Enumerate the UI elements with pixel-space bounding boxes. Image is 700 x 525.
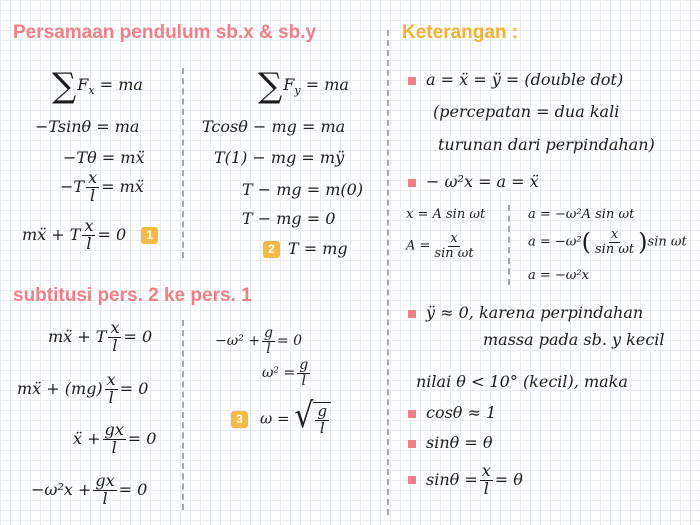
divider-main [387, 30, 389, 515]
note-3: ÿ ≈ 0, karena perpindahan [408, 303, 643, 322]
bullet-icon [408, 77, 416, 85]
note-5: cosθ ≈ 1 [408, 403, 496, 422]
note-sub-r2: a = −ω²( $\frac{x}{\text{sin ωt}}$ )sin ωt [528, 227, 687, 257]
note-6: sinθ = θ [408, 433, 492, 452]
subtitution-title: subtitusi pers. 2 ke pers. 1 [13, 285, 252, 306]
note-sub-l2: A = $\frac{x}{\text{sin ωt}}$ [406, 231, 474, 261]
y-eq-4: T − mg = m(0) [242, 180, 364, 199]
bullet-icon [408, 410, 416, 418]
sub-right-1: −ω² + $\frac{g}{l}$ = 0 [215, 325, 303, 357]
y-eq-1: $\sum F_y$ = ma [258, 66, 349, 106]
badge-2: 2 [263, 241, 280, 258]
sub-eq-1: mẍ + T $\frac{x}{l}$ = 0 [48, 318, 153, 355]
note-1: a = ẍ = ÿ = (double dot) [408, 70, 623, 89]
sub-right-2: ω² = $\frac{g}{l}$ [262, 357, 309, 389]
sub-right-3: 3 ω = √ $\frac{g}{l}$ [231, 402, 331, 437]
x-eq-1: $\sum F_x$ = ma [52, 66, 143, 106]
note-1c: turunan dari perpindahan) [438, 135, 655, 154]
note-1b: (percepatan = dua kali [433, 102, 620, 121]
note-4: nilai θ < 10° (kecil), maka [416, 372, 628, 391]
note-sub-r1: a = −ω²A sin ωt [528, 207, 635, 222]
divider-top [182, 68, 184, 258]
sub-eq-3: ẍ + $\frac{gx}{l}$ = 0 [73, 420, 157, 457]
note-sub-r3: a = −ω²x [528, 268, 589, 283]
keterangan-title: Keterangan : [402, 22, 519, 43]
badge-1: 1 [141, 227, 158, 244]
bullet-icon [408, 476, 416, 484]
y-eq-2: Tcosθ − mg = ma [202, 117, 346, 136]
badge-3: 3 [231, 411, 248, 428]
bullet-icon [408, 179, 416, 187]
divider-bottom [182, 320, 184, 510]
x-eq-4: −T $\frac{x}{l}$ = mẍ [60, 168, 144, 205]
y-eq-6: 2 T = mg [263, 239, 348, 258]
bullet-icon [408, 310, 416, 318]
note-7: sinθ = $\frac{x}{l}$ = θ [408, 463, 523, 498]
sigma-icon: ∑ [52, 66, 77, 106]
x-eq-3: −Tθ = mẍ [63, 148, 145, 167]
sub-eq-2: mẍ + (mg) $\frac{x}{l}$ = 0 [17, 370, 149, 407]
left-title: Persamaan pendulum sb.x & sb.y [13, 22, 317, 43]
x-eq-5: mẍ + T $\frac{x}{l}$ = 0 1 [22, 218, 158, 253]
sub-eq-4: −ω²x + $\frac{gx}{l}$ = 0 [31, 471, 148, 508]
divider-notes [508, 205, 510, 285]
bullet-icon [408, 440, 416, 448]
note-sub-l1: x = A sin ωt [406, 207, 486, 222]
y-eq-5: T − mg = 0 [242, 209, 336, 228]
y-eq-3: T(1) − mg = mÿ [214, 148, 345, 167]
x-eq-2: −Tsinθ = ma [35, 117, 140, 136]
sigma-icon: ∑ [258, 66, 283, 106]
note-2: − ω²x = a = ẍ [408, 172, 539, 191]
note-3b: massa pada sb. y kecil [483, 330, 665, 349]
sqrt-icon: √ [294, 395, 314, 437]
